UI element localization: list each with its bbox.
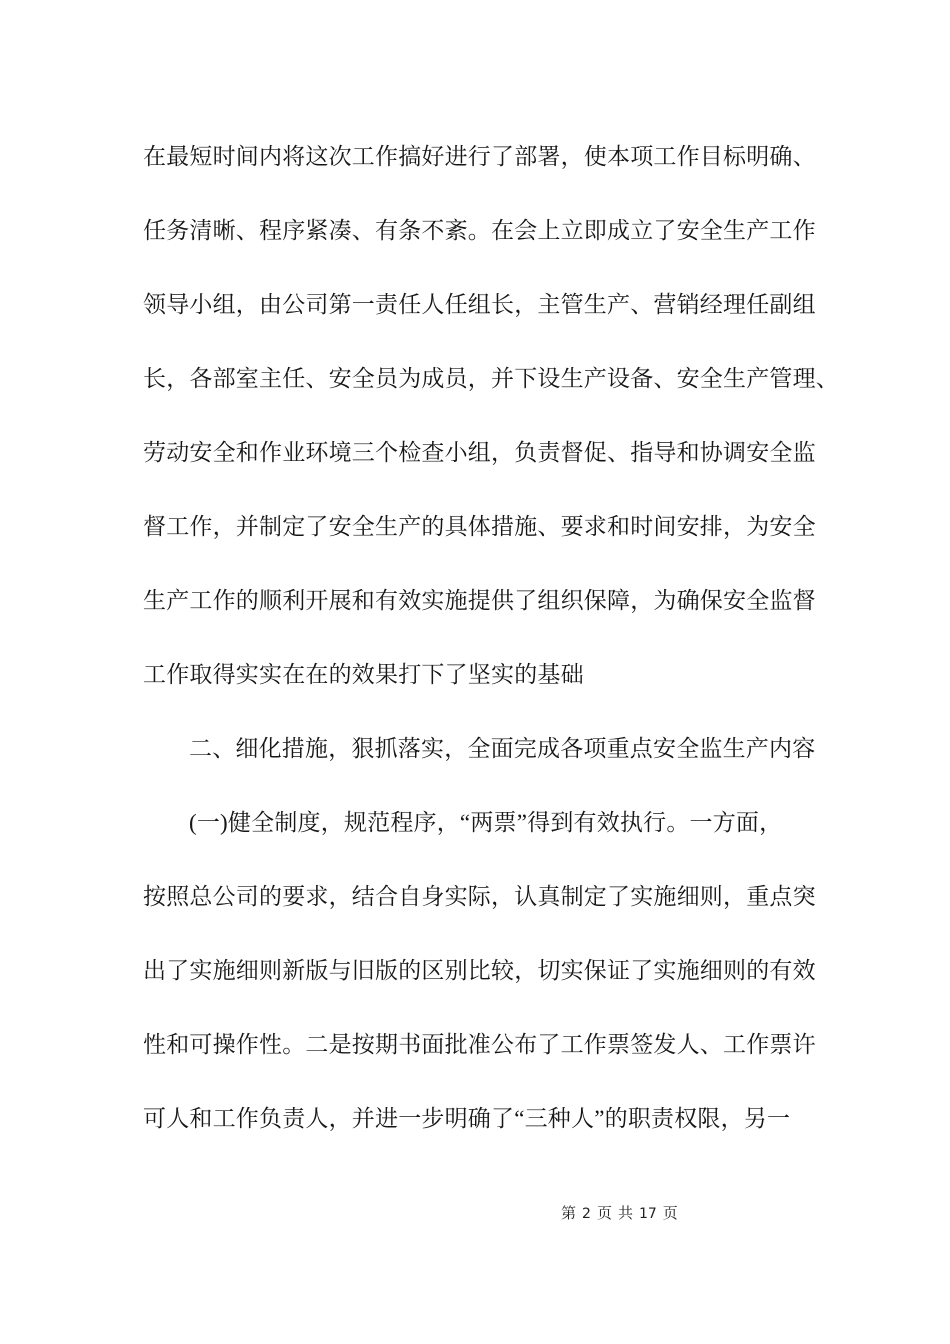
footer-current-page-number: 2	[582, 1206, 591, 1222]
text-line: 生产工作的顺利开展和有效实施提供了组织保障，为确保安全监督	[143, 588, 816, 613]
text-line: 性和可操作性。二是按期书面批准公布了工作票签发人、工作票许	[143, 1032, 816, 1057]
subsection-heading-line: (一)健全制度，规范程序，“两票”得到有效执行。一方面，	[189, 810, 783, 835]
text-line: 工作取得实实在在的效果打下了坚实的基础	[143, 662, 584, 687]
footer-page-prefix: 第	[561, 1206, 577, 1222]
text-line: 领导小组，由公司第一责任人任组长，主管生产、营销经理任副组	[143, 292, 816, 317]
text-line: 在最短时间内将这次工作搞好进行了部署，使本项工作目标明确、	[143, 144, 816, 169]
text-line: 可人和工作负责人，并进一步明确了“三种人”的职责权限，另一	[143, 1106, 791, 1131]
text-line: 劳动安全和作业环境三个检查小组，负责督促、指导和协调安全监	[143, 440, 816, 465]
text-line: 任务清晰、程序紧凑、有条不紊。在会上立即成立了安全生产工作	[143, 218, 816, 243]
footer-total-pages-number: 17	[638, 1206, 657, 1222]
page-footer	[558, 1203, 681, 1225]
footer-pages-label: 页	[662, 1206, 678, 1222]
document-body-text	[143, 120, 839, 1156]
text-line: 长，各部室主任、安全员为成员，并下设生产设备、安全生产管理、	[143, 366, 839, 391]
text-line: 出了实施细则新版与旧版的区别比较，切实保证了实施细则的有效	[143, 958, 816, 983]
text-line: 督工作，并制定了安全生产的具体措施、要求和时间安排，为安全	[143, 514, 816, 539]
footer-of-label: 共	[617, 1206, 633, 1222]
section-heading-line: 二、细化措施，狠抓落实，全面完成各项重点安全监生产内容	[189, 736, 816, 761]
text-line: 按照总公司的要求，结合自身实际，认真制定了实施细则，重点突	[143, 884, 816, 909]
footer-page-label: 页	[596, 1206, 612, 1222]
